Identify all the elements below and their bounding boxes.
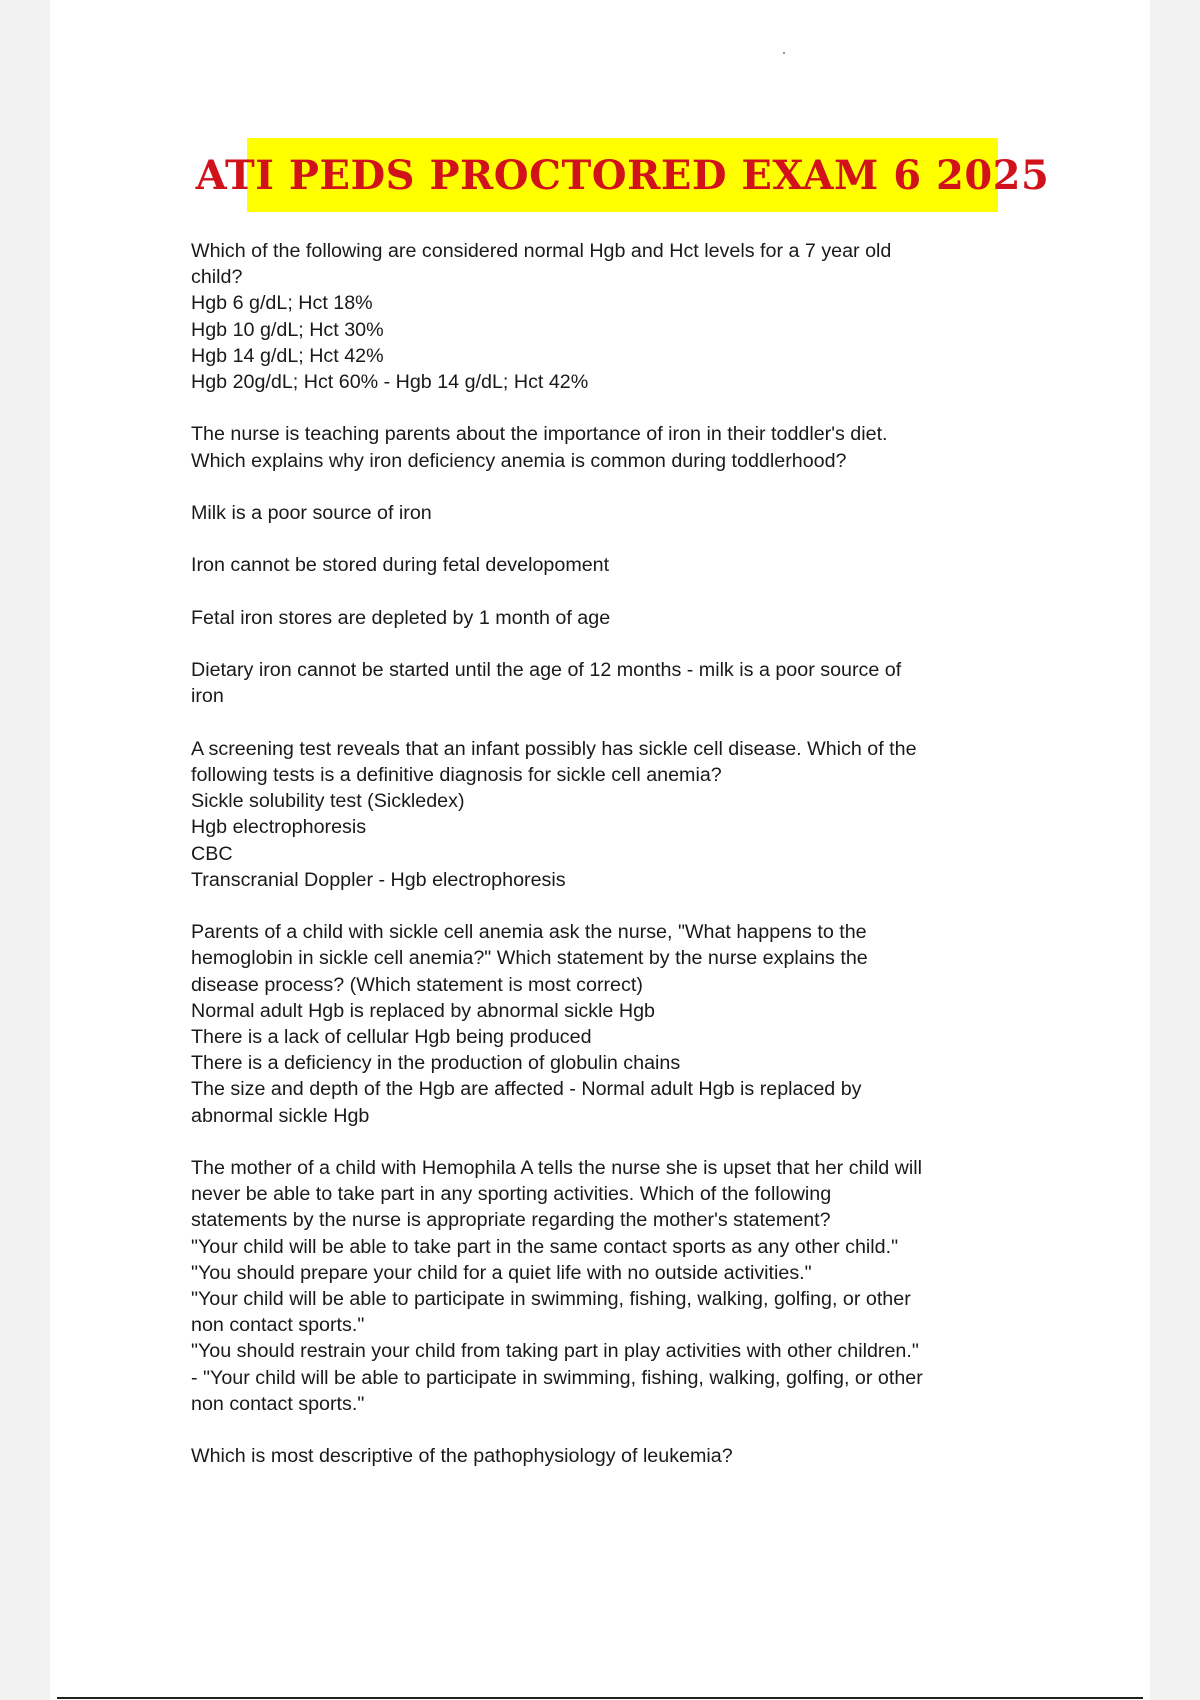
answer-option: Hgb 14 g/dL; Hct 42% [191, 344, 384, 367]
answer-option: "Your child will be able to participate in swimming, fishing, walking, golfing, or other [191, 1288, 911, 1310]
answer-option: Fetal iron stores are depleted by 1 month of age [191, 606, 611, 629]
question-text-line: Which explains why iron deficiency anemia is common during toddlerhood? [191, 449, 847, 472]
document-body [191, 238, 1041, 1469]
answer-option: "You should restrain your child from taking part in play activities with other children." [191, 1340, 919, 1363]
question-4 [191, 919, 1041, 1129]
answer-option: Transcranial Doppler - Hgb electrophoresis [191, 868, 566, 891]
question-text-line: Which of the following are considered normal Hgb and Hct levels for a 7 year old [191, 240, 892, 262]
answer-option: Iron cannot be stored during fetal developoment [191, 554, 610, 577]
answer-option: Dietary iron cannot be started until the age of 12 months - milk is a poor source of [191, 659, 902, 682]
question-text-line: The nurse is teaching parents about the importance of iron in their toddler's diet. [191, 423, 888, 446]
question-5 [191, 1155, 1041, 1417]
question-6 [191, 1443, 1041, 1469]
answer-option: Hgb electrophoresis [191, 816, 367, 839]
footer-divider [57, 1697, 1143, 1699]
question-text-line: never be able to take part in any sporting activities. Which of the following [191, 1183, 832, 1206]
question-text-line: following tests is a definitive diagnosis for sickle cell anemia? [191, 763, 722, 786]
question-2 [191, 421, 1041, 709]
answer-option: Hgb 10 g/dL; Hct 30% [191, 318, 384, 341]
scan-speck [783, 52, 785, 54]
question-text-line: hemoglobin in sickle cell anemia?" Which statement by the nurse explains the [191, 947, 868, 970]
question-text-line: A screening test reveals that an infant possibly has sickle cell disease. Which of the [191, 737, 917, 760]
answer-option: non contact sports." [191, 1314, 365, 1337]
answer-option: There is a deficiency in the production of globulin chains [191, 1052, 681, 1075]
answer-option: - "Your child will be able to participate in swimming, fishing, walking, golfing, or other [191, 1366, 923, 1389]
answer-option: Hgb 6 g/dL; Hct 18% [191, 292, 373, 315]
answer-option: There is a lack of cellular Hgb being produced [191, 1025, 592, 1048]
answer-option: The size and depth of the Hgb are affected - Normal adult Hgb is replaced by [191, 1078, 862, 1101]
answer-option: abnormal sickle Hgb [191, 1104, 370, 1127]
answer-option: Normal adult Hgb is replaced by abnormal sickle Hgb [191, 999, 655, 1022]
question-3 [191, 736, 1041, 893]
question-text-line: disease process? (Which statement is most correct) [191, 973, 643, 996]
answer-option: "You should prepare your child for a quiet life with no outside activities." [191, 1261, 812, 1284]
question-text-line: statements by the nurse is appropriate regarding the mother's statement? [191, 1209, 831, 1232]
answer-option: Milk is a poor source of iron [191, 502, 432, 524]
question-text-line: Which is most descriptive of the pathophysiology of leukemia? [191, 1445, 733, 1468]
title-banner [195, 138, 1050, 212]
question-1 [191, 238, 1041, 395]
question-text-line: child? [191, 266, 243, 289]
answer-option: "Your child will be able to take part in the same contact sports as any other child." [191, 1235, 899, 1258]
question-text-line: Parents of a child with sickle cell anemia ask the nurse, "What happens to the [191, 921, 867, 944]
question-text-line: The mother of a child with Hemophila A tells the nurse she is upset that her child will [191, 1156, 922, 1179]
answer-option: iron [191, 685, 224, 708]
answer-option: non contact sports." [191, 1392, 365, 1415]
answer-option: Sickle solubility test (Sickledex) [191, 790, 465, 813]
answer-option: Hgb 20g/dL; Hct 60% - Hgb 14 g/dL; Hct 42% [191, 371, 589, 394]
document-title: ATI PEDS PROCTORED EXAM 6 2025 [195, 151, 1050, 199]
answer-option: CBC [191, 842, 233, 865]
